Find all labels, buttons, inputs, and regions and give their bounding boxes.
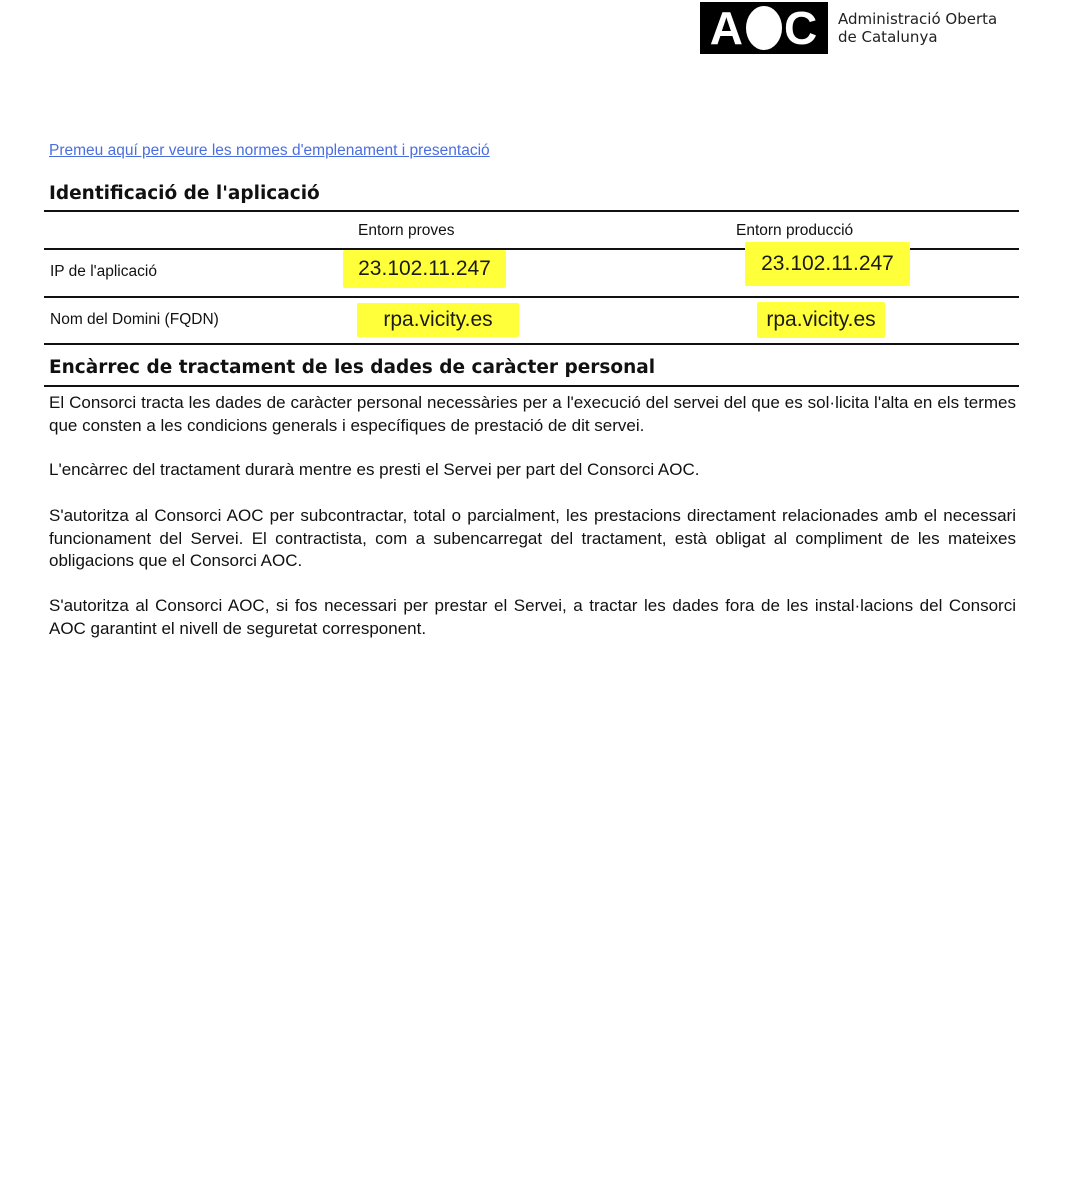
- logo-letter-c: C: [784, 2, 819, 54]
- logo-caption: [838, 10, 997, 46]
- paragraph-1: El Consorci tracta les dades de caràcter personal necessàries per a l'execució del servei del que es sol·licita l'alta en els termes que consten a les condicions generals i específiques de prestació de dit servei.: [49, 393, 1016, 435]
- section-heading-identificacio: Identificació de l'aplicació: [49, 183, 320, 204]
- paragraph-4: S'autoritza al Consorci AOC, si fos necessari per prestar el Servei, a tractar les dades fora de les instal·lacions del Consorci AOC garantint el nivell de seguretat corresponent.: [49, 596, 1016, 638]
- row-label-ip: IP de l'aplicació: [50, 263, 157, 280]
- column-header-produccio: Entorn producció: [736, 222, 854, 239]
- table-row-divider: [44, 296, 1019, 298]
- aoc-logo: [700, 2, 997, 54]
- ip-proves-value: 23.102.11.247: [343, 250, 506, 288]
- aoc-logo-mark: [700, 2, 828, 54]
- domain-proves-value: rpa.vicity.es: [357, 303, 519, 337]
- logo-line-2: de Catalunya: [838, 28, 938, 46]
- logo-circle-icon: [746, 6, 782, 50]
- section-rule: [44, 385, 1019, 387]
- row-label-domini: Nom del Domini (FQDN): [50, 311, 219, 328]
- paragraph-3: S'autoritza al Consorci AOC per subcontractar, total o parcialment, les prestacions directament relacionades amb el necessari funcionament del Servei. El contractista, com a subencarregat del tractament, està obligat al compliment de les mateixes obligacions que el Consorci AOC.: [49, 506, 1016, 570]
- logo-letter-a: A: [709, 2, 744, 54]
- section-heading-encarrec: Encàrrec de tractament de les dades de caràcter personal: [49, 357, 656, 378]
- column-header-proves: Entorn proves: [358, 222, 455, 239]
- domain-produccio-value: rpa.vicity.es: [757, 302, 885, 338]
- section-rule: [44, 210, 1019, 212]
- ip-produccio-value: 23.102.11.247: [745, 242, 910, 286]
- logo-line-1: Administració Oberta: [838, 10, 998, 28]
- paragraph-2: L'encàrrec del tractament durarà mentre es presti el Servei per part del Consorci AOC.: [49, 460, 700, 479]
- norms-link[interactable]: Premeu aquí per veure les normes d'emplenament i presentació: [49, 142, 490, 159]
- table-row-divider: [44, 343, 1019, 345]
